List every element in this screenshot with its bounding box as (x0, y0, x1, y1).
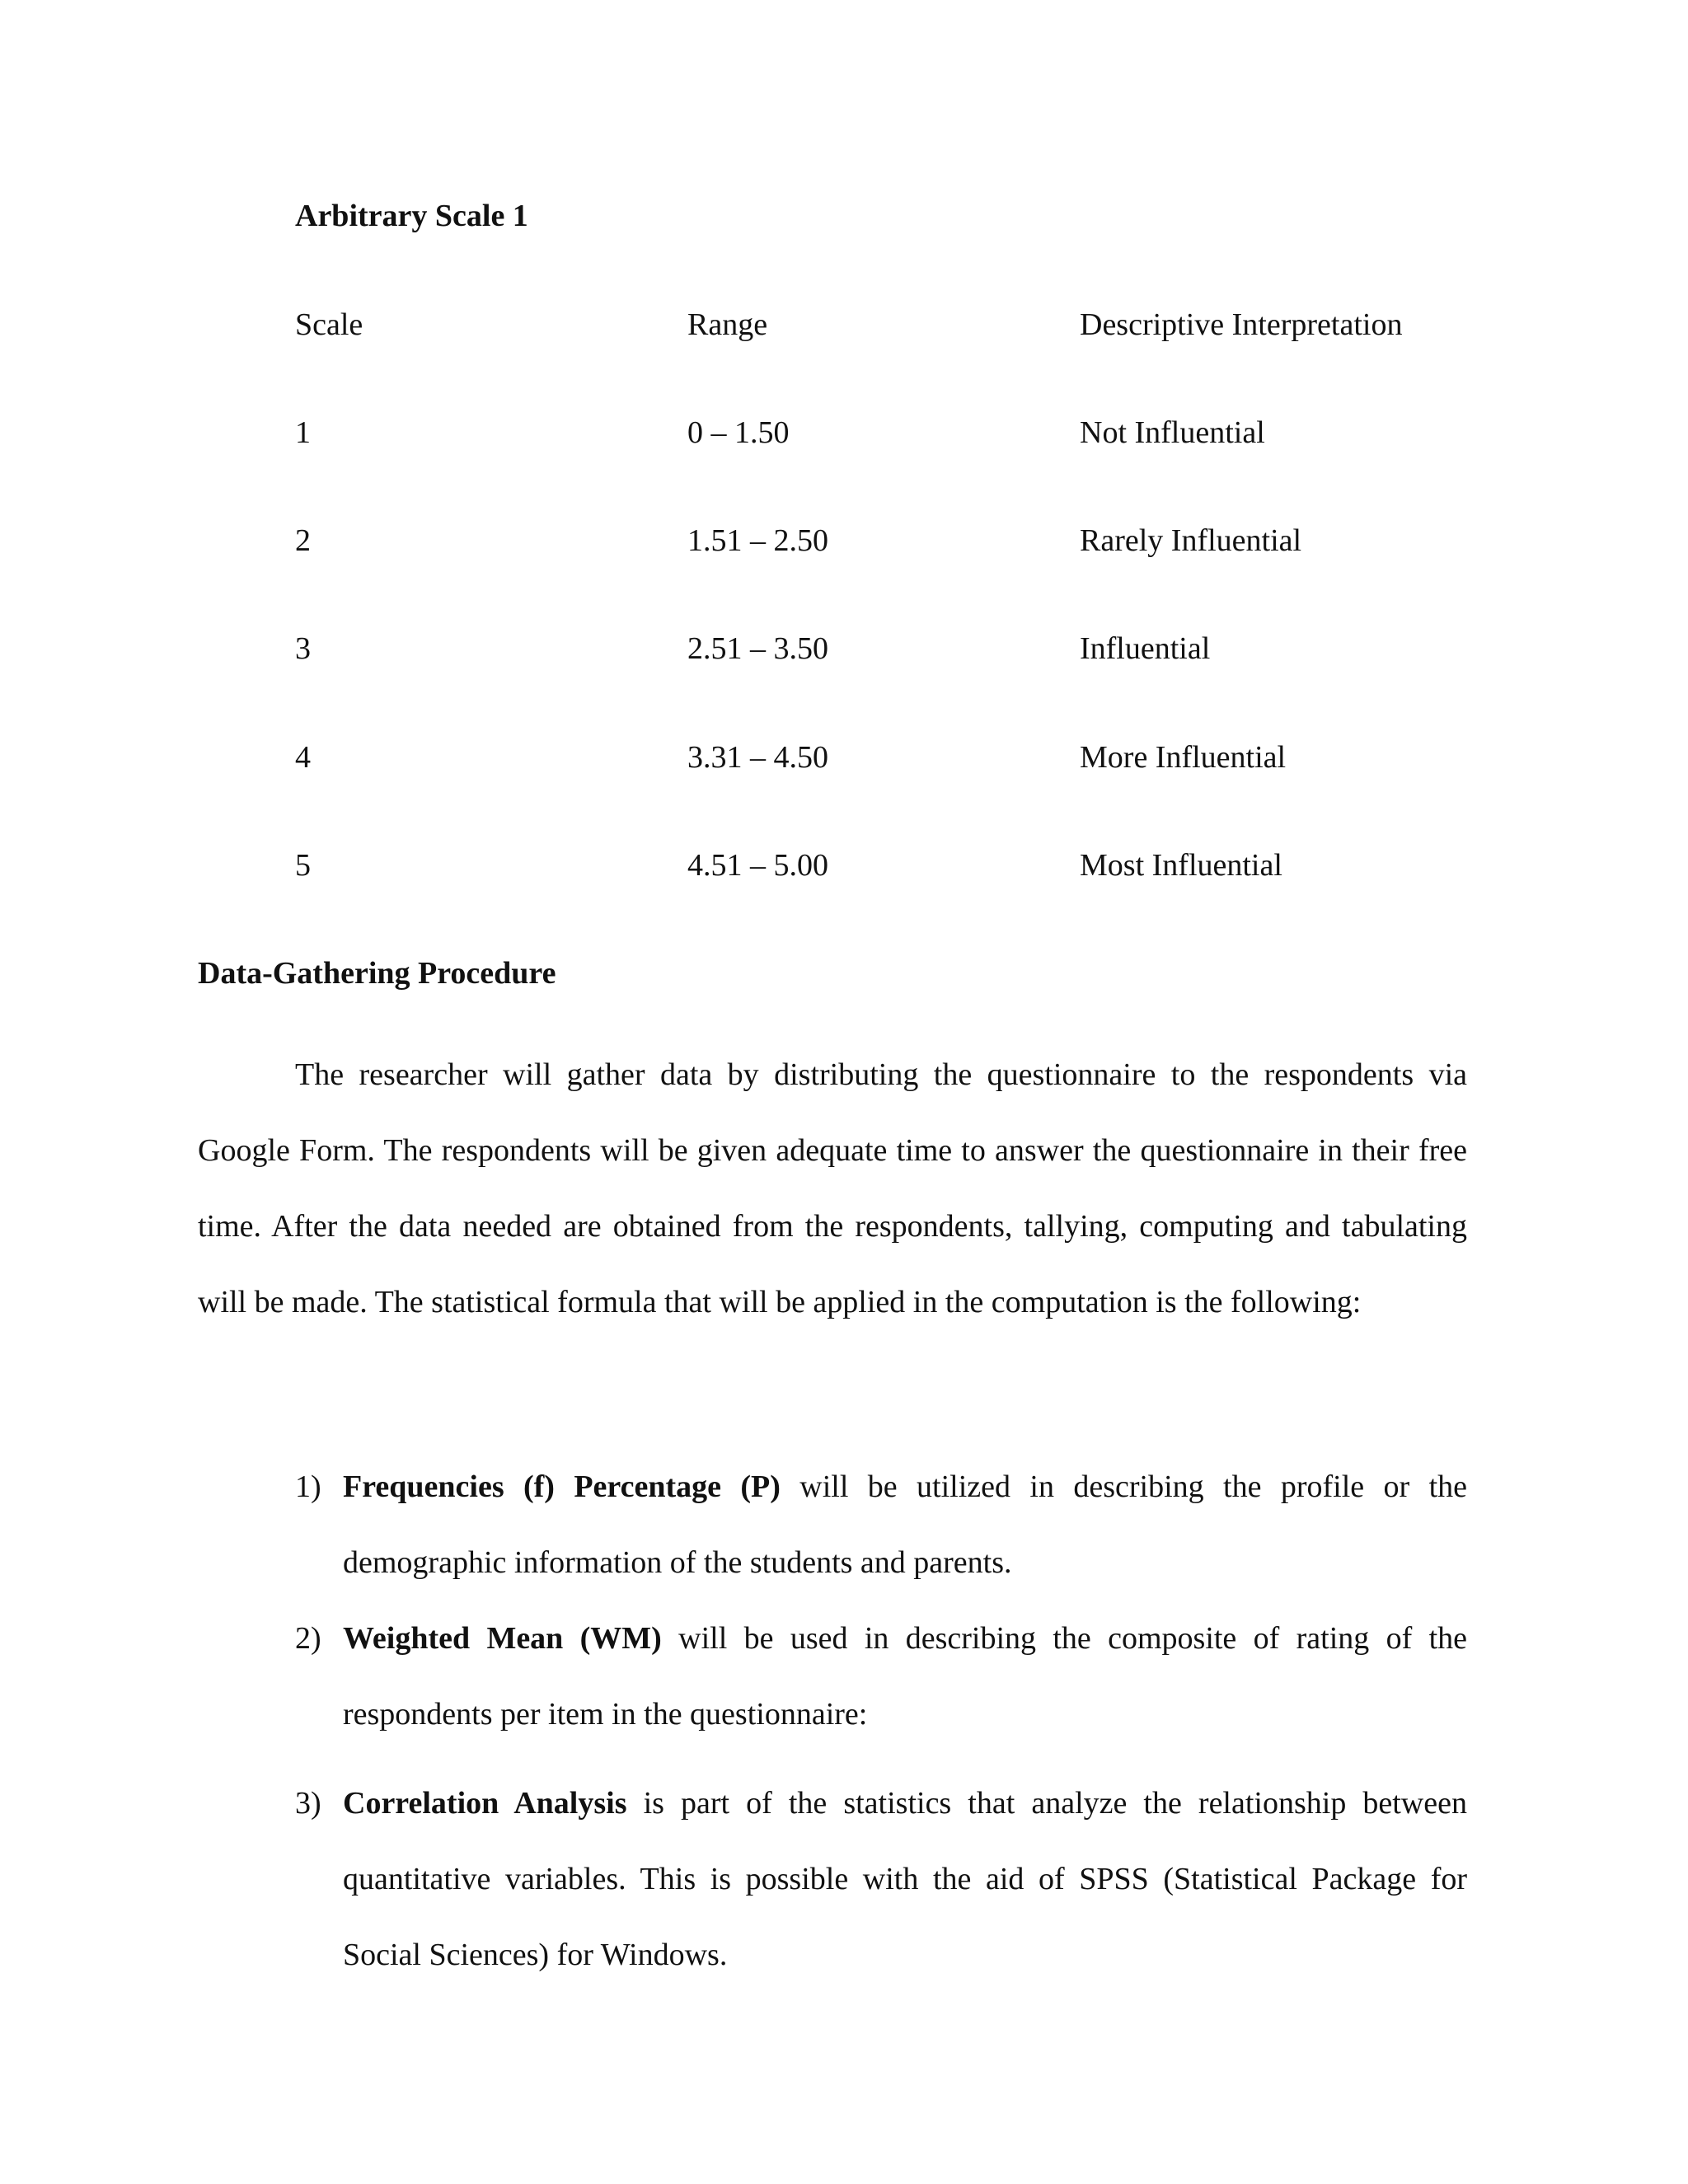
list-item-number: 2) (295, 1621, 321, 1656)
list-item-text: is part of the statistics that analyze the relationship between quantitative variables. This is possible with the aid of SPSS (Statistical Package for Social Sciences) for Windows. (343, 1786, 1467, 1972)
cell-interpretation: More Influential (1080, 740, 1287, 775)
header-range: Range (687, 307, 768, 342)
list-item-term: Correlation Analysis (343, 1786, 627, 1821)
procedure-paragraph (198, 1037, 1467, 1340)
cell-scale: 3 (295, 631, 311, 666)
list-item-text: will be utilized in describing the profile or the demographic information of the students and parents. (343, 1469, 1467, 1580)
cell-range: 3.31 – 4.50 (687, 740, 828, 775)
cell-scale: 2 (295, 523, 311, 558)
list-item (295, 1601, 1467, 1752)
list-item (295, 1449, 1467, 1601)
procedure-heading: Data-Gathering Procedure (198, 956, 556, 991)
list-item (295, 1765, 1467, 1993)
cell-interpretation: Not Influential (1080, 415, 1265, 450)
procedure-paragraph-text: The researcher will gather data by distributing the questionnaire to the respondents via Google Form. The respondents will be given adequate time to answer the questionnaire in their free time. After the data needed are obtained from the respondents, tallying, computing and tabulating will be made. The statistical formula that will be applied in the computation is the following: (198, 1057, 1467, 1319)
cell-range: 0 – 1.50 (687, 415, 790, 450)
cell-scale: 5 (295, 848, 311, 883)
cell-interpretation: Rarely Influential (1080, 523, 1302, 558)
cell-range: 1.51 – 2.50 (687, 523, 828, 558)
cell-range: 2.51 – 3.50 (687, 631, 828, 666)
list-item-text: will be used in describing the composite of rating of the respondents per item in the questionnaire: (343, 1621, 1468, 1732)
header-scale: Scale (295, 307, 363, 342)
list-item-term: Frequencies (f) Percentage (P) (343, 1469, 781, 1504)
cell-range: 4.51 – 5.00 (687, 848, 828, 883)
cell-interpretation: Most Influential (1080, 848, 1282, 883)
cell-scale: 1 (295, 415, 311, 450)
header-interpretation: Descriptive Interpretation (1080, 307, 1403, 342)
list-item-term: Weighted Mean (WM) (343, 1621, 662, 1656)
list-item-number: 1) (295, 1469, 321, 1504)
scale-title: Arbitrary Scale 1 (295, 199, 528, 233)
cell-interpretation: Influential (1080, 631, 1211, 666)
cell-scale: 4 (295, 740, 311, 775)
list-item-number: 3) (295, 1786, 321, 1821)
